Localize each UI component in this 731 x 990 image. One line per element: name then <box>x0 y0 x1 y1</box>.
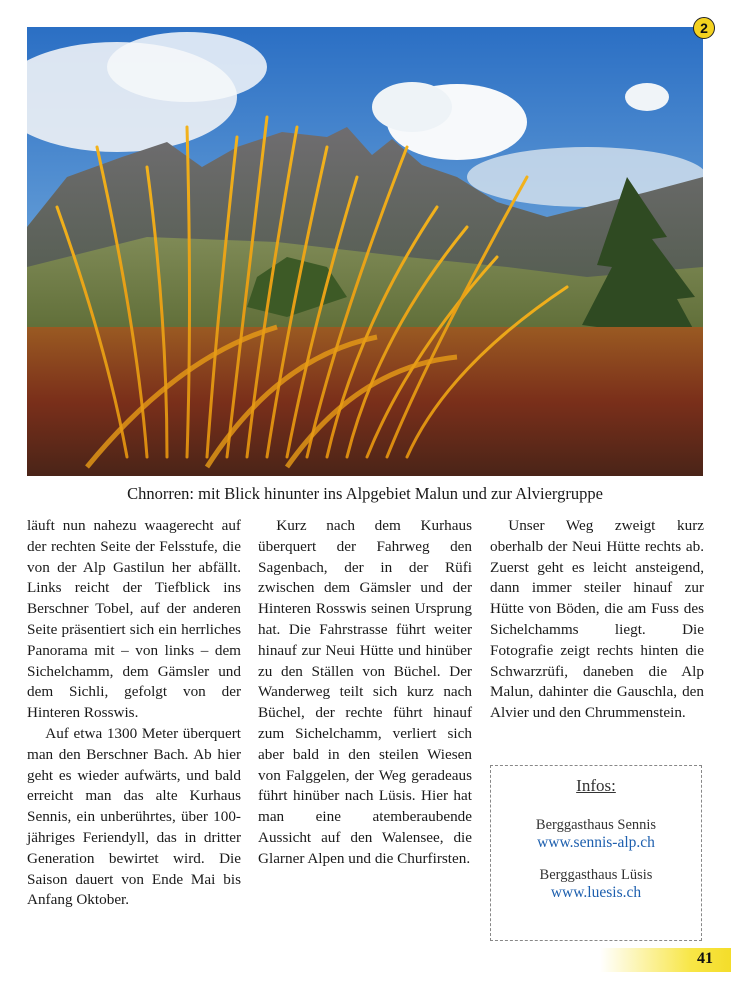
text-column-2 <box>258 516 472 870</box>
column2-paragraph-1: Kurz nach dem Kurhaus überquert der Fahrweg den Sagenbach, der in der Rüfi zwischen dem Gämsler und der Hinteren Rosswis seinen Ursprung hat. Die Fahrstrasse führt weiter hinauf zur Neui Hütte und hinüber zu den Ställen von Büchel. Der Wanderweg teilt sich kurz nach Büchel, der rechte führt hinauf zum Sichelchamm, verliert sich aber bald in den steilen Wiesen von Falggelen, der Weg geradeaus führt hinüber nach Lüsis. Hier hat man eine atemberaubende Aussicht auf den Walensee, die Glarner Alpen und die Churfirsten. <box>258 517 472 867</box>
column3-paragraph-1: Unser Weg zweigt kurz oberhalb der Neui Hütte rechts ab. Zuerst geht es leicht ansteigend, dann immer steiler hinauf zur Hütte von Böden, die am Fuss des Sichelchamms liegt. Die Fotografie zeigt rechts hinten die Schwarzrüfi, daneben die Alp Malun, dahinter die Gauschla, den Alvier und den Chrummenstein. <box>490 517 704 722</box>
column1-paragraph-1: läuft nun nahezu waagerecht auf der rechten Seite der Felsstufe, die von der Alp Gastilun her abfällt. Links reicht der Tiefblick ins Berschner Tobel, auf der anderen Seite präsentiert sich ein herrliches Panorama mit – von links – dem Sichelchamm, dem Gämsler und dem Sichli, gefolgt von der Hinteren Rosswis. <box>27 517 241 722</box>
info-link-sennis[interactable]: www.sennis-alp.ch <box>537 834 655 851</box>
photo-caption: Chnorren: mit Blick hinunter ins Alpgebiet Malun und zur Alviergruppe <box>127 484 603 503</box>
info-box <box>490 765 702 941</box>
text-column-3 <box>490 516 704 724</box>
page-number-bar <box>600 948 731 972</box>
column1-paragraph-2: Auf etwa 1300 Meter überquert man den Berschner Bach. Ab hier geht es wieder aufwärts, und bald erreicht man das alte Kurhaus Sennis, ein unberührtes, über 100-jähriges Feriendyll, das in dritter Generation bewirtet wird. Die Saison dauert von Ende Mai bis Anfang Oktober. <box>27 724 241 909</box>
info-name-luesis: Berggasthaus Lüsis <box>539 867 653 883</box>
info-link-luesis[interactable]: www.luesis.ch <box>550 884 642 901</box>
photo-number-badge: 2 <box>693 17 715 39</box>
text-column-1 <box>27 516 241 911</box>
info-title: Infos: <box>576 776 616 795</box>
info-name-sennis: Berggasthaus Sennis <box>535 817 657 833</box>
alpine-landscape-photo <box>27 27 703 476</box>
page-number: 41 <box>697 950 713 967</box>
